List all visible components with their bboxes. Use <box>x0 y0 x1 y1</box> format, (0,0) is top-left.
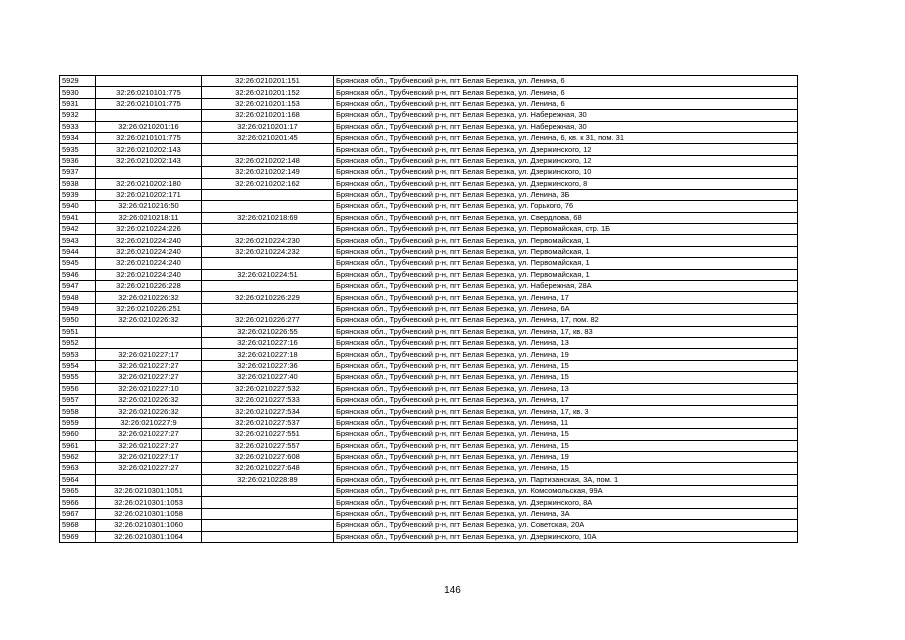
registry-table <box>59 75 798 543</box>
address-cell: Брянская обл., Трубчевский р-н, пгт Белая Березка, ул. Партизанская, 3А, пом. 1 <box>334 474 798 485</box>
cadastral-number-cell: 32:26:0210227:9 <box>96 417 202 428</box>
table-row <box>60 440 798 451</box>
address-cell: Брянская обл., Трубчевский р-н, пгт Белая Березка, ул. Ленина, 15 <box>334 463 798 474</box>
cadastral-number-cell <box>96 167 202 178</box>
row-number-cell: 5960 <box>60 429 96 440</box>
row-number-cell: 5954 <box>60 360 96 371</box>
table-row <box>60 531 798 542</box>
address-cell: Брянская обл., Трубчевский р-н, пгт Белая Березка, ул. Ленина, 11 <box>334 417 798 428</box>
table-row <box>60 224 798 235</box>
cadastral-number-cell: 32:26:0210226:32 <box>96 315 202 326</box>
cadastral-number-cell: 32:26:0210224:226 <box>96 224 202 235</box>
table-row <box>60 451 798 462</box>
object-cadastral-number-cell: 32:26:0210227:551 <box>202 429 334 440</box>
cadastral-number-cell <box>96 110 202 121</box>
cadastral-number-cell: 32:26:0210301:1058 <box>96 508 202 519</box>
cadastral-number-cell: 32:26:0210301:1064 <box>96 531 202 542</box>
object-cadastral-number-cell: 32:26:0210227:532 <box>202 383 334 394</box>
row-number-cell: 5951 <box>60 326 96 337</box>
table-row <box>60 269 798 280</box>
cadastral-number-cell: 32:26:0210202:180 <box>96 178 202 189</box>
row-number-cell: 5959 <box>60 417 96 428</box>
table-row <box>60 98 798 109</box>
table-row <box>60 87 798 98</box>
address-cell: Брянская обл., Трубчевский р-н, пгт Белая Березка, ул. Советская, 20А <box>334 520 798 531</box>
cadastral-number-cell: 32:26:0210227:27 <box>96 360 202 371</box>
row-number-cell: 5934 <box>60 132 96 143</box>
row-number-cell: 5956 <box>60 383 96 394</box>
address-cell: Брянская обл., Трубчевский р-н, пгт Белая Березка, ул. Ленина, 17 <box>334 394 798 405</box>
object-cadastral-number-cell: 32:26:0210201:168 <box>202 110 334 121</box>
object-cadastral-number-cell <box>202 201 334 212</box>
row-number-cell: 5938 <box>60 178 96 189</box>
address-cell: Брянская обл., Трубчевский р-н, пгт Белая Березка, ул. Ленина, 6 <box>334 87 798 98</box>
object-cadastral-number-cell: 32:26:0210224:230 <box>202 235 334 246</box>
table-row <box>60 201 798 212</box>
cadastral-number-cell: 32:26:0210301:1053 <box>96 497 202 508</box>
address-cell: Брянская обл., Трубчевский р-н, пгт Белая Березка, ул. Ленина, 3А <box>334 508 798 519</box>
address-cell: Брянская обл., Трубчевский р-н, пгт Белая Березка, ул. Дзержинского, 12 <box>334 155 798 166</box>
table-row <box>60 429 798 440</box>
table-row <box>60 463 798 474</box>
object-cadastral-number-cell <box>202 189 334 200</box>
address-cell: Брянская обл., Трубчевский р-н, пгт Белая Березка, ул. Ленина, 13 <box>334 337 798 348</box>
address-cell: Брянская обл., Трубчевский р-н, пгт Белая Березка, ул. Ленина, 6, кв. к 31, пом. 31 <box>334 132 798 143</box>
table-row <box>60 394 798 405</box>
cadastral-number-cell <box>96 474 202 485</box>
row-number-cell: 5963 <box>60 463 96 474</box>
cadastral-number-cell: 32:26:0210227:10 <box>96 383 202 394</box>
object-cadastral-number-cell: 32:26:0210226:229 <box>202 292 334 303</box>
cadastral-number-cell: 32:26:0210227:27 <box>96 372 202 383</box>
object-cadastral-number-cell: 32:26:0210228:89 <box>202 474 334 485</box>
cadastral-number-cell: 32:26:0210224:240 <box>96 246 202 257</box>
address-cell: Брянская обл., Трубчевский р-н, пгт Белая Березка, ул. Ленина, 15 <box>334 360 798 371</box>
row-number-cell: 5969 <box>60 531 96 542</box>
row-number-cell: 5964 <box>60 474 96 485</box>
object-cadastral-number-cell: 32:26:0210227:534 <box>202 406 334 417</box>
object-cadastral-number-cell: 32:26:0210227:608 <box>202 451 334 462</box>
row-number-cell: 5945 <box>60 258 96 269</box>
address-cell: Брянская обл., Трубчевский р-н, пгт Белая Березка, ул. Дзержинского, 10А <box>334 531 798 542</box>
address-cell: Брянская обл., Трубчевский р-н, пгт Белая Березка, ул. Набережная, 30 <box>334 110 798 121</box>
address-cell: Брянская обл., Трубчевский р-н, пгт Белая Березка, ул. Горького, 76 <box>334 201 798 212</box>
address-cell: Брянская обл., Трубчевский р-н, пгт Белая Березка, ул. Ленина, 19 <box>334 451 798 462</box>
cadastral-number-cell: 32:26:0210226:32 <box>96 394 202 405</box>
row-number-cell: 5930 <box>60 87 96 98</box>
cadastral-number-cell: 32:26:0210201:16 <box>96 121 202 132</box>
object-cadastral-number-cell: 32:26:0210201:45 <box>202 132 334 143</box>
table-row <box>60 178 798 189</box>
row-number-cell: 5965 <box>60 486 96 497</box>
object-cadastral-number-cell: 32:26:0210226:55 <box>202 326 334 337</box>
registry-table-body <box>60 76 798 543</box>
address-cell: Брянская обл., Трубчевский р-н, пгт Белая Березка, ул. Ленина, 6А <box>334 303 798 314</box>
cadastral-number-cell: 32:26:0210227:27 <box>96 429 202 440</box>
address-cell: Брянская обл., Трубчевский р-н, пгт Белая Березка, ул. Ленина, 15 <box>334 440 798 451</box>
object-cadastral-number-cell: 32:26:0210227:648 <box>202 463 334 474</box>
address-cell: Брянская обл., Трубчевский р-н, пгт Белая Березка, ул. Ленина, 17 <box>334 292 798 303</box>
object-cadastral-number-cell: 32:26:0210226:277 <box>202 315 334 326</box>
cadastral-number-cell <box>96 337 202 348</box>
table-row <box>60 155 798 166</box>
table-row <box>60 360 798 371</box>
address-cell: Брянская обл., Трубчевский р-н, пгт Белая Березка, ул. Первомайская, стр. 1Б <box>334 224 798 235</box>
row-number-cell: 5941 <box>60 212 96 223</box>
cadastral-number-cell: 32:26:0210226:32 <box>96 292 202 303</box>
row-number-cell: 5957 <box>60 394 96 405</box>
row-number-cell: 5946 <box>60 269 96 280</box>
object-cadastral-number-cell: 32:26:0210224:51 <box>202 269 334 280</box>
cadastral-number-cell: 32:26:0210202:143 <box>96 144 202 155</box>
object-cadastral-number-cell: 32:26:0210201:153 <box>202 98 334 109</box>
cadastral-number-cell: 32:26:0210224:240 <box>96 269 202 280</box>
address-cell: Брянская обл., Трубчевский р-н, пгт Белая Березка, ул. Ленина, 17, пом. 82 <box>334 315 798 326</box>
object-cadastral-number-cell <box>202 531 334 542</box>
object-cadastral-number-cell: 32:26:0210227:537 <box>202 417 334 428</box>
row-number-cell: 5953 <box>60 349 96 360</box>
cadastral-number-cell: 32:26:0210218:11 <box>96 212 202 223</box>
cadastral-number-cell <box>96 326 202 337</box>
address-cell: Брянская обл., Трубчевский р-н, пгт Белая Березка, ул. Дзержинского, 12 <box>334 144 798 155</box>
address-cell: Брянская обл., Трубчевский р-н, пгт Белая Березка, ул. Ленина, 6 <box>334 76 798 87</box>
row-number-cell: 5958 <box>60 406 96 417</box>
row-number-cell: 5962 <box>60 451 96 462</box>
cadastral-number-cell: 32:26:0210227:17 <box>96 451 202 462</box>
row-number-cell: 5929 <box>60 76 96 87</box>
object-cadastral-number-cell <box>202 520 334 531</box>
object-cadastral-number-cell <box>202 497 334 508</box>
cadastral-number-cell: 32:26:0210224:240 <box>96 258 202 269</box>
object-cadastral-number-cell: 32:26:0210227:18 <box>202 349 334 360</box>
table-row <box>60 189 798 200</box>
cadastral-number-cell: 32:26:0210216:50 <box>96 201 202 212</box>
address-cell: Брянская обл., Трубчевский р-н, пгт Белая Березка, ул. Набережная, 28А <box>334 281 798 292</box>
address-cell: Брянская обл., Трубчевский р-н, пгт Белая Березка, ул. Дзержинского, 10 <box>334 167 798 178</box>
cadastral-number-cell: 32:26:0210202:143 <box>96 155 202 166</box>
row-number-cell: 5955 <box>60 372 96 383</box>
table-row <box>60 281 798 292</box>
row-number-cell: 5940 <box>60 201 96 212</box>
cadastral-number-cell: 32:26:0210226:32 <box>96 406 202 417</box>
object-cadastral-number-cell: 32:26:0210201:151 <box>202 76 334 87</box>
table-row <box>60 372 798 383</box>
table-row <box>60 337 798 348</box>
table-row <box>60 76 798 87</box>
table-row <box>60 508 798 519</box>
table-row <box>60 349 798 360</box>
object-cadastral-number-cell: 32:26:0210227:40 <box>202 372 334 383</box>
row-number-cell: 5966 <box>60 497 96 508</box>
object-cadastral-number-cell: 32:26:0210227:533 <box>202 394 334 405</box>
address-cell: Брянская обл., Трубчевский р-н, пгт Белая Березка, ул. Первомайская, 1 <box>334 235 798 246</box>
row-number-cell: 5947 <box>60 281 96 292</box>
row-number-cell: 5968 <box>60 520 96 531</box>
object-cadastral-number-cell: 32:26:0210218:69 <box>202 212 334 223</box>
table-row <box>60 246 798 257</box>
cadastral-number-cell: 32:26:0210101:775 <box>96 98 202 109</box>
row-number-cell: 5935 <box>60 144 96 155</box>
address-cell: Брянская обл., Трубчевский р-н, пгт Белая Березка, ул. Первомайская, 1 <box>334 258 798 269</box>
table-row <box>60 258 798 269</box>
address-cell: Брянская обл., Трубчевский р-н, пгт Белая Березка, ул. Ленина, 17, кв. 3 <box>334 406 798 417</box>
cadastral-number-cell: 32:26:0210101:775 <box>96 132 202 143</box>
row-number-cell: 5937 <box>60 167 96 178</box>
address-cell: Брянская обл., Трубчевский р-н, пгт Белая Березка, ул. Ленина, 19 <box>334 349 798 360</box>
object-cadastral-number-cell <box>202 281 334 292</box>
cadastral-number-cell: 32:26:0210301:1051 <box>96 486 202 497</box>
table-row <box>60 486 798 497</box>
table-row <box>60 417 798 428</box>
object-cadastral-number-cell <box>202 144 334 155</box>
cadastral-number-cell: 32:26:0210226:251 <box>96 303 202 314</box>
address-cell: Брянская обл., Трубчевский р-н, пгт Белая Березка, ул. Ленина, 15 <box>334 372 798 383</box>
row-number-cell: 5952 <box>60 337 96 348</box>
row-number-cell: 5933 <box>60 121 96 132</box>
row-number-cell: 5950 <box>60 315 96 326</box>
table-row <box>60 132 798 143</box>
table-row <box>60 235 798 246</box>
cadastral-number-cell <box>96 76 202 87</box>
row-number-cell: 5944 <box>60 246 96 257</box>
row-number-cell: 5939 <box>60 189 96 200</box>
object-cadastral-number-cell: 32:26:0210227:557 <box>202 440 334 451</box>
table-row <box>60 121 798 132</box>
address-cell: Брянская обл., Трубчевский р-н, пгт Белая Березка, ул. Ленина, 13 <box>334 383 798 394</box>
address-cell: Брянская обл., Трубчевский р-н, пгт Белая Березка, ул. Ленина, 6 <box>334 98 798 109</box>
table-row <box>60 315 798 326</box>
cadastral-number-cell: 32:26:0210101:775 <box>96 87 202 98</box>
object-cadastral-number-cell: 32:26:0210227:36 <box>202 360 334 371</box>
object-cadastral-number-cell: 32:26:0210224:232 <box>202 246 334 257</box>
address-cell: Брянская обл., Трубчевский р-н, пгт Белая Березка, ул. Ленина, 3Б <box>334 189 798 200</box>
row-number-cell: 5936 <box>60 155 96 166</box>
address-cell: Брянская обл., Трубчевский р-н, пгт Белая Березка, ул. Ленина, 15 <box>334 429 798 440</box>
object-cadastral-number-cell <box>202 508 334 519</box>
row-number-cell: 5967 <box>60 508 96 519</box>
table-row <box>60 110 798 121</box>
object-cadastral-number-cell <box>202 224 334 235</box>
table-row <box>60 144 798 155</box>
address-cell: Брянская обл., Трубчевский р-н, пгт Белая Березка, ул. Набережная, 30 <box>334 121 798 132</box>
row-number-cell: 5931 <box>60 98 96 109</box>
table-row <box>60 520 798 531</box>
object-cadastral-number-cell <box>202 486 334 497</box>
object-cadastral-number-cell: 32:26:0210202:162 <box>202 178 334 189</box>
object-cadastral-number-cell: 32:26:0210201:152 <box>202 87 334 98</box>
cadastral-number-cell: 32:26:0210226:228 <box>96 281 202 292</box>
cadastral-number-cell: 32:26:0210202:171 <box>96 189 202 200</box>
row-number-cell: 5949 <box>60 303 96 314</box>
table-row <box>60 497 798 508</box>
table-row <box>60 406 798 417</box>
address-cell: Брянская обл., Трубчевский р-н, пгт Белая Березка, ул. Дзержинского, 8 <box>334 178 798 189</box>
row-number-cell: 5943 <box>60 235 96 246</box>
cadastral-number-cell: 32:26:0210227:17 <box>96 349 202 360</box>
cadastral-number-cell: 32:26:0210224:240 <box>96 235 202 246</box>
page-number: 146 <box>444 585 461 596</box>
address-cell: Брянская обл., Трубчевский р-н, пгт Белая Березка, ул. Первомайская, 1 <box>334 269 798 280</box>
table-row <box>60 383 798 394</box>
row-number-cell: 5961 <box>60 440 96 451</box>
row-number-cell: 5942 <box>60 224 96 235</box>
object-cadastral-number-cell: 32:26:0210202:148 <box>202 155 334 166</box>
cadastral-number-cell: 32:26:0210227:27 <box>96 440 202 451</box>
address-cell: Брянская обл., Трубчевский р-н, пгт Белая Березка, ул. Ленина, 17, кв. 83 <box>334 326 798 337</box>
cadastral-number-cell: 32:26:0210301:1060 <box>96 520 202 531</box>
address-cell: Брянская обл., Трубчевский р-н, пгт Белая Березка, ул. Дзержинского, 8А <box>334 497 798 508</box>
address-cell: Брянская обл., Трубчевский р-н, пгт Белая Березка, ул. Комсомольская, 99А <box>334 486 798 497</box>
table-row <box>60 303 798 314</box>
object-cadastral-number-cell <box>202 258 334 269</box>
row-number-cell: 5948 <box>60 292 96 303</box>
object-cadastral-number-cell: 32:26:0210201:17 <box>202 121 334 132</box>
address-cell: Брянская обл., Трубчевский р-н, пгт Белая Березка, ул. Свердлова, 68 <box>334 212 798 223</box>
object-cadastral-number-cell: 32:26:0210202:149 <box>202 167 334 178</box>
table-row <box>60 292 798 303</box>
address-cell: Брянская обл., Трубчевский р-н, пгт Белая Березка, ул. Первомайская, 1 <box>334 246 798 257</box>
table-row <box>60 167 798 178</box>
object-cadastral-number-cell: 32:26:0210227:16 <box>202 337 334 348</box>
table-row <box>60 474 798 485</box>
table-row <box>60 212 798 223</box>
object-cadastral-number-cell <box>202 303 334 314</box>
table-row <box>60 326 798 337</box>
row-number-cell: 5932 <box>60 110 96 121</box>
cadastral-number-cell: 32:26:0210227:27 <box>96 463 202 474</box>
